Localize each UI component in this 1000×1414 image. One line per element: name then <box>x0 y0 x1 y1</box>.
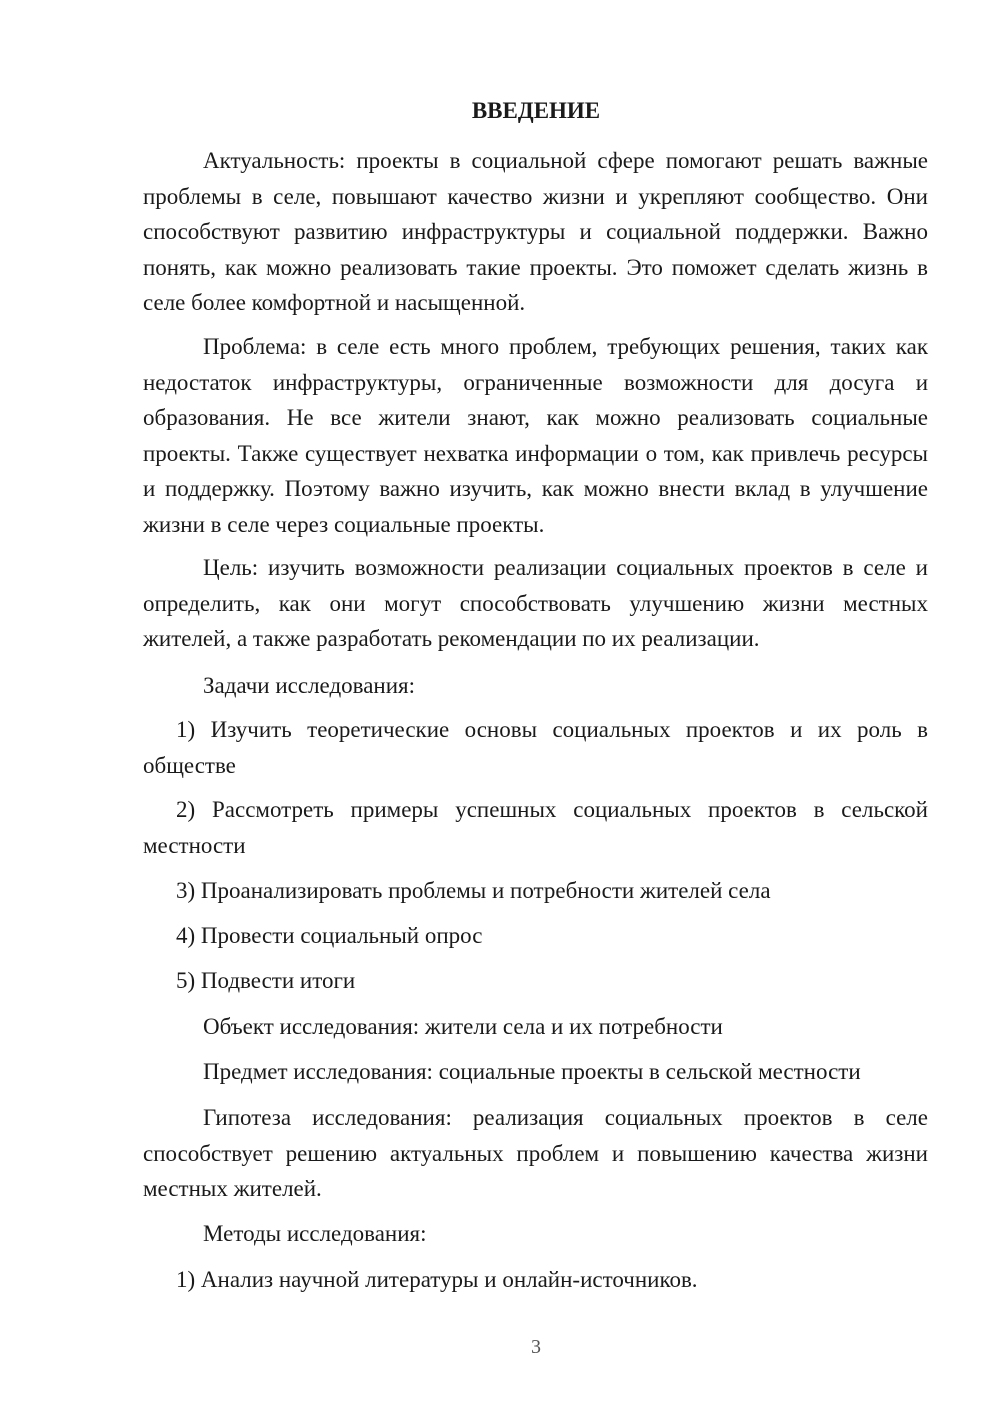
tasks-heading: Задачи исследования: <box>203 673 416 698</box>
object-line: Объект исследования: жители села и их потребности <box>203 1014 723 1039</box>
page-number: 3 <box>531 1336 541 1358</box>
subject-line: Предмет исследования: социальные проекты в сельской местности <box>203 1059 861 1084</box>
task-item: 4) Провести социальный опрос <box>176 923 483 948</box>
page-title: ВВЕДЕНИЕ <box>471 98 601 123</box>
problem-paragraph: Проблема: в селе есть много проблем, требующих решения, таких как недостаток инфраструктуры, ограниченные возможности для досуга и образования. Не все жители знают, как можно реализовать социальные проекты. Также существует нехватка информации о том, как привлечь ресурсы и поддержку. Поэтому важно изучить, как можно внести вклад в улучшение жизни в селе через социальные проекты. <box>143 334 928 537</box>
task-item: 1) Изучить теоретические основы социальных проектов и их роль в обществе <box>143 717 928 778</box>
method-item: 1) Анализ научной литературы и онлайн-источников. <box>176 1267 698 1292</box>
task-item: 2) Рассмотреть примеры успешных социальных проектов в сельской местности <box>143 797 928 858</box>
hypothesis-paragraph: Гипотеза исследования: реализация социальных проектов в селе способствует решению актуальных проблем и повышению качества жизни местных жителей. <box>143 1105 928 1201</box>
relevance-paragraph: Актуальность: проекты в социальной сфере помогают решать важные проблемы в селе, повышают качество жизни и укрепляют сообщество. Они способствуют развитию инфраструктуры и социальной поддержки. Важно понять, как можно реализовать такие проекты. Это поможет сделать жизнь в селе более комфортной и насыщенной. <box>143 148 928 315</box>
task-item: 5) Подвести итоги <box>176 968 356 993</box>
task-item: 3) Проанализировать проблемы и потребности жителей села <box>176 878 771 903</box>
goal-paragraph: Цель: изучить возможности реализации социальных проектов в селе и определить, как они могут способствовать улучшению жизни местных жителей, а также разработать рекомендации по их реализации. <box>143 555 928 651</box>
methods-heading: Методы исследования: <box>203 1221 427 1246</box>
